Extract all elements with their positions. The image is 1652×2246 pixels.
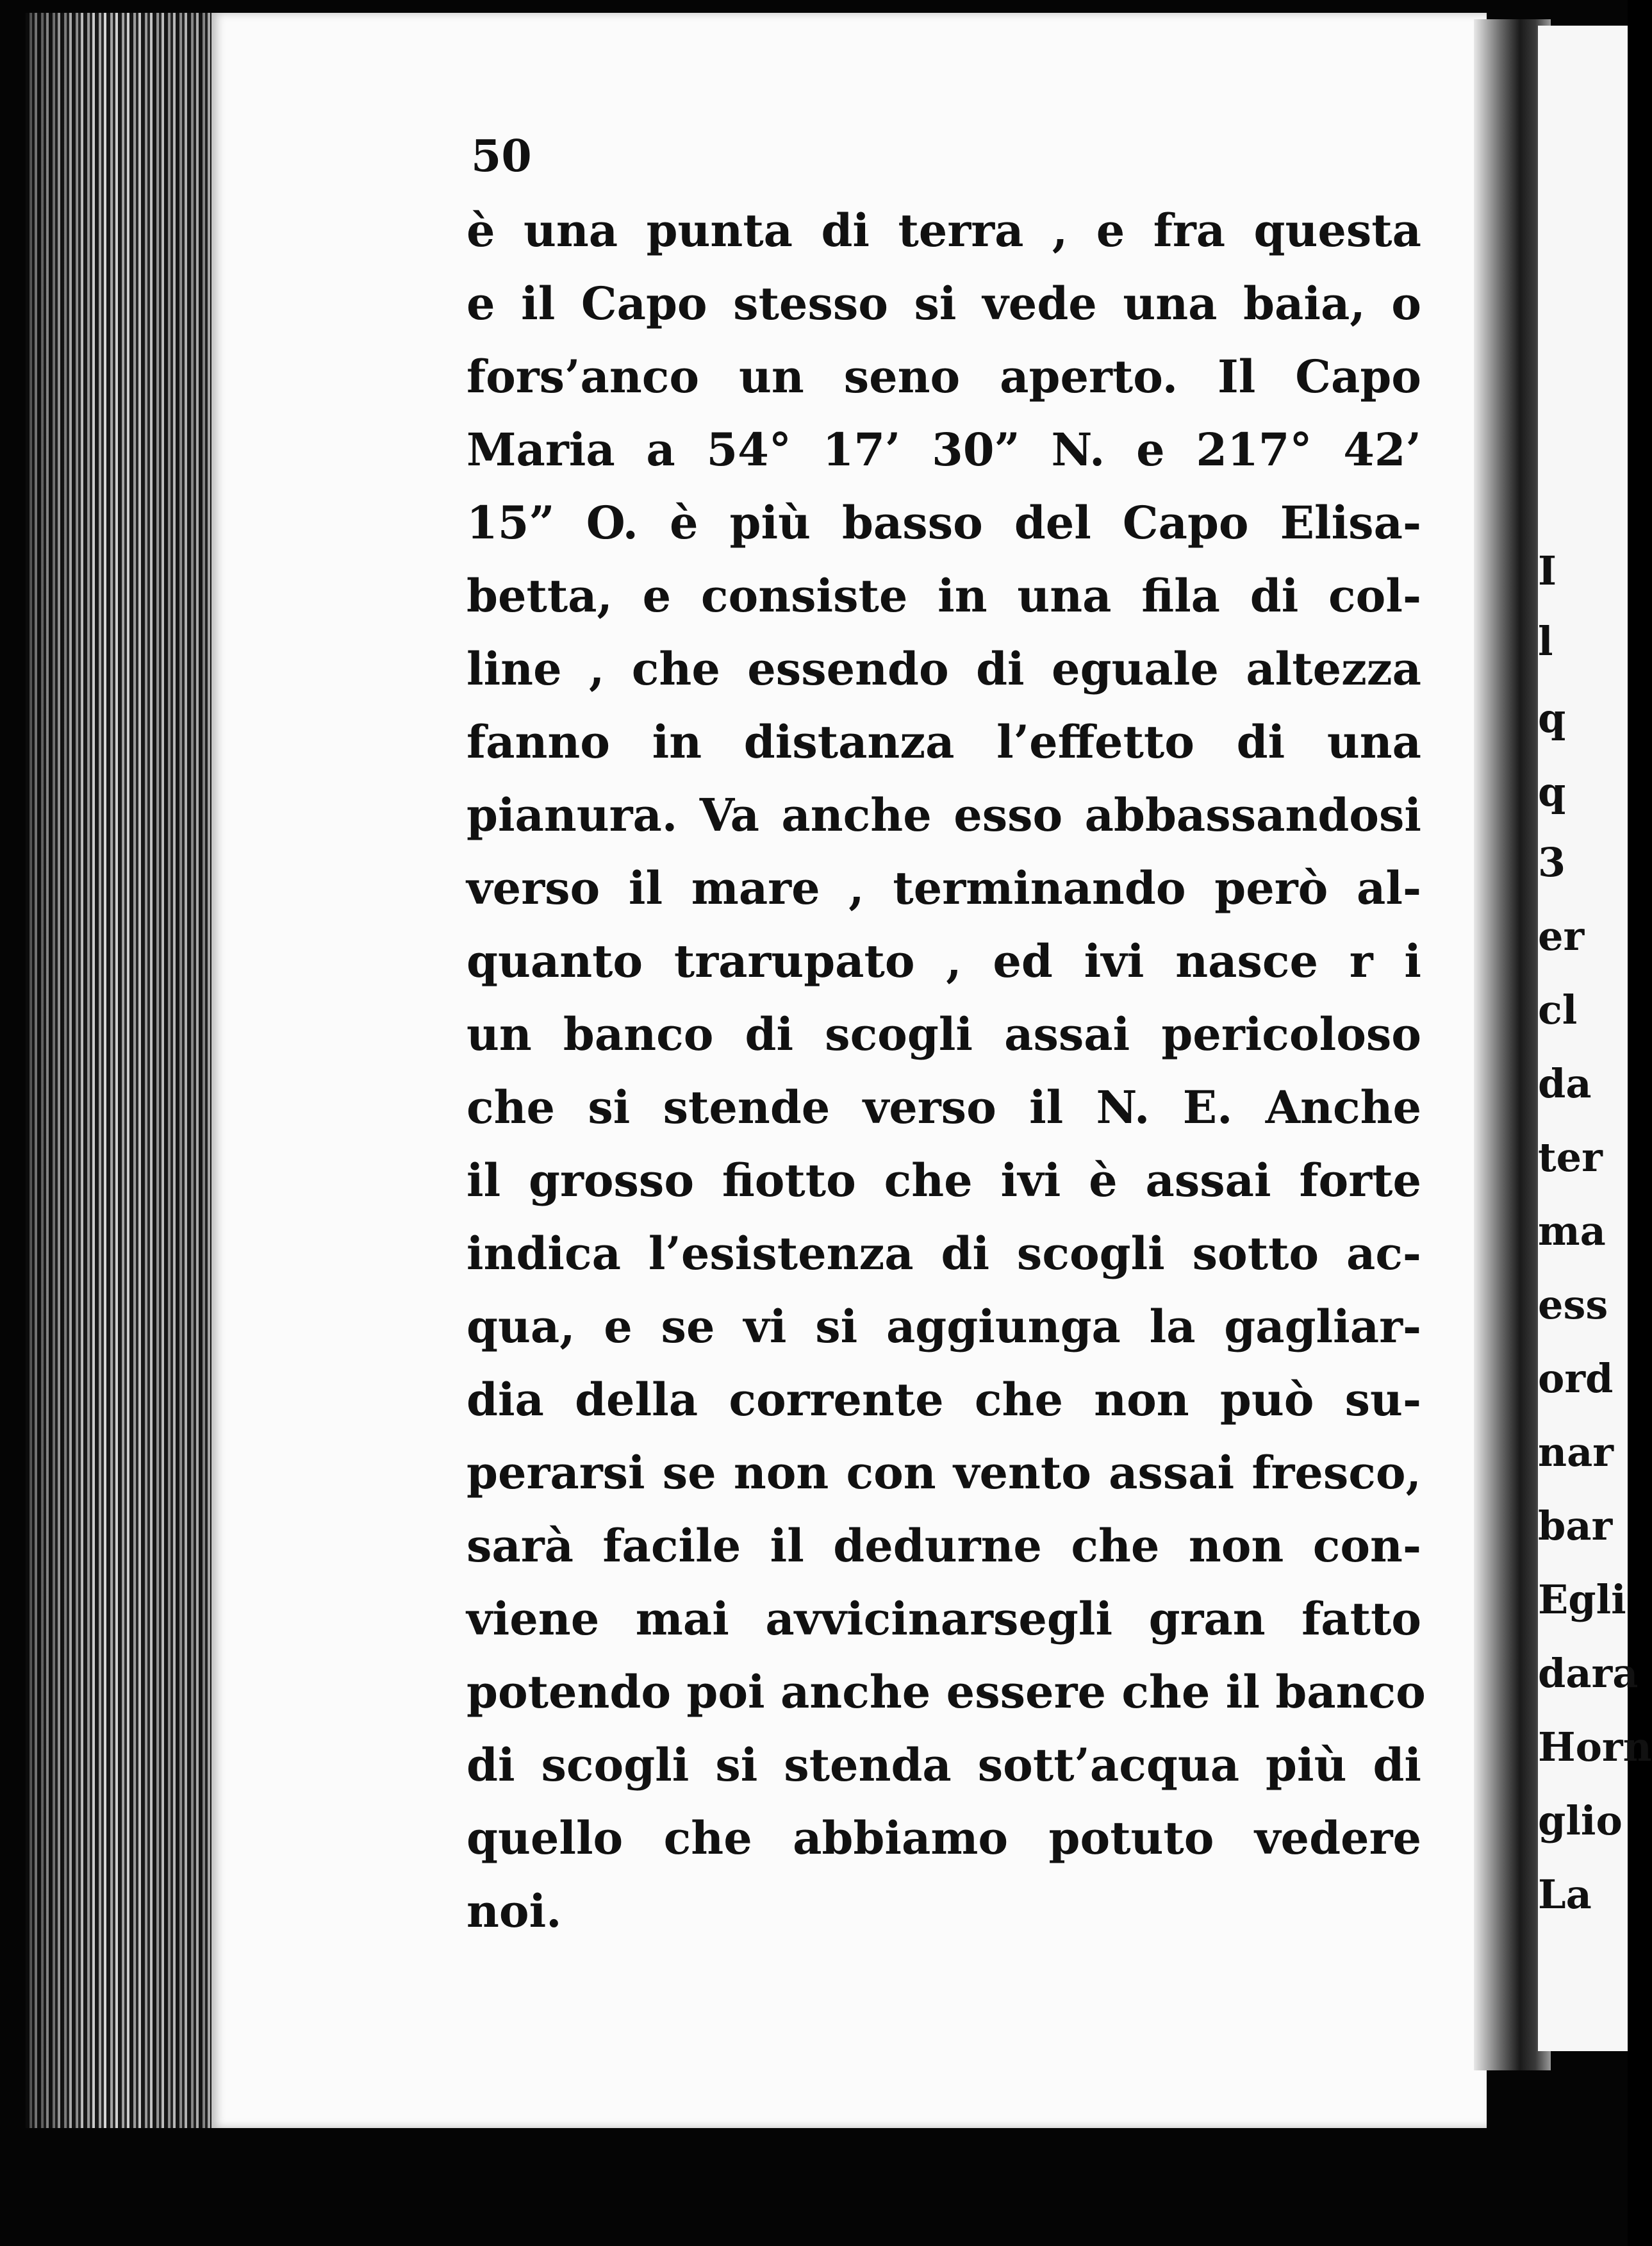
facing-fragment: cl — [1538, 986, 1578, 1033]
page-edges-shadow — [26, 13, 218, 2128]
text-line: un banco di scogli assai pericoloso — [467, 1008, 1421, 1061]
facing-fragment: nar — [1538, 1429, 1614, 1476]
facing-fragment: glio — [1538, 1797, 1623, 1844]
text-line: qua, e se vi si aggiunga la gagliar- — [467, 1300, 1421, 1353]
facing-fragment: Egli — [1538, 1576, 1626, 1623]
text-line: perarsi se non con vento assai fresco, — [467, 1446, 1421, 1499]
text-line: quanto trarupato , ed ivi nasce r i — [467, 935, 1421, 988]
facing-page — [1538, 26, 1652, 2051]
text-line: viene mai avvicinarsegli gran fatto — [467, 1592, 1421, 1645]
text-line: che si stende verso il N. E. Anche — [467, 1081, 1421, 1134]
facing-fragment: er — [1538, 913, 1585, 960]
text-line: Maria a 54° 17’ 30” N. e 217° 42’ — [467, 423, 1421, 476]
text-line: sarà facile il dedurne che non con- — [467, 1519, 1421, 1572]
text-line: verso il mare , terminando però al- — [467, 861, 1421, 915]
facing-fragment: ma — [1538, 1208, 1606, 1254]
text-line: è una punta di terra , e fra questa — [467, 204, 1421, 257]
facing-fragment: ess — [1538, 1281, 1608, 1328]
facing-fragment: Horn — [1538, 1724, 1652, 1770]
text-line: e il Capo stesso si vede una baia, o — [467, 277, 1421, 330]
text-line: potendo poi anche essere che il banco — [467, 1665, 1426, 1718]
facing-fragment: I — [1538, 547, 1557, 594]
text-line: line , che essendo di eguale altezza — [467, 642, 1421, 695]
text-line: noi. — [467, 1884, 562, 1938]
facing-fragment: 3 — [1538, 839, 1566, 886]
facing-fragment: q — [1538, 769, 1566, 815]
facing-fragment: ord — [1538, 1355, 1614, 1402]
page-text — [467, 204, 1426, 1959]
facing-fragment: bar — [1538, 1502, 1613, 1549]
facing-fragment: da — [1538, 1060, 1592, 1107]
text-line: il grosso fiotto che ivi è assai forte — [467, 1154, 1421, 1207]
facing-fragment: ter — [1538, 1134, 1603, 1181]
page-number: 50 — [471, 131, 532, 182]
facing-fragment: La — [1538, 1871, 1592, 1918]
text-line: fanno in distanza l’effetto di una — [467, 715, 1421, 769]
text-line: fors’anco un seno aperto. Il Capo — [467, 350, 1421, 403]
text-line: di scogli si stenda sott’acqua più di — [467, 1738, 1421, 1792]
text-line: pianura. Va anche esso abbassandosi — [467, 788, 1421, 842]
text-line: quello che abbiamo potuto vedere — [467, 1811, 1421, 1865]
facing-fragment: l — [1538, 618, 1553, 665]
facing-fragment: dara — [1538, 1650, 1639, 1697]
text-line: betta, e consiste in una fila di col- — [467, 569, 1421, 622]
facing-fragment: q — [1538, 695, 1566, 742]
text-line: indica l’esistenza di scogli sotto ac- — [467, 1227, 1421, 1280]
text-line: 15” O. è più basso del Capo Elisa- — [467, 496, 1421, 549]
text-line: dia della corrente che non può su- — [467, 1373, 1421, 1426]
